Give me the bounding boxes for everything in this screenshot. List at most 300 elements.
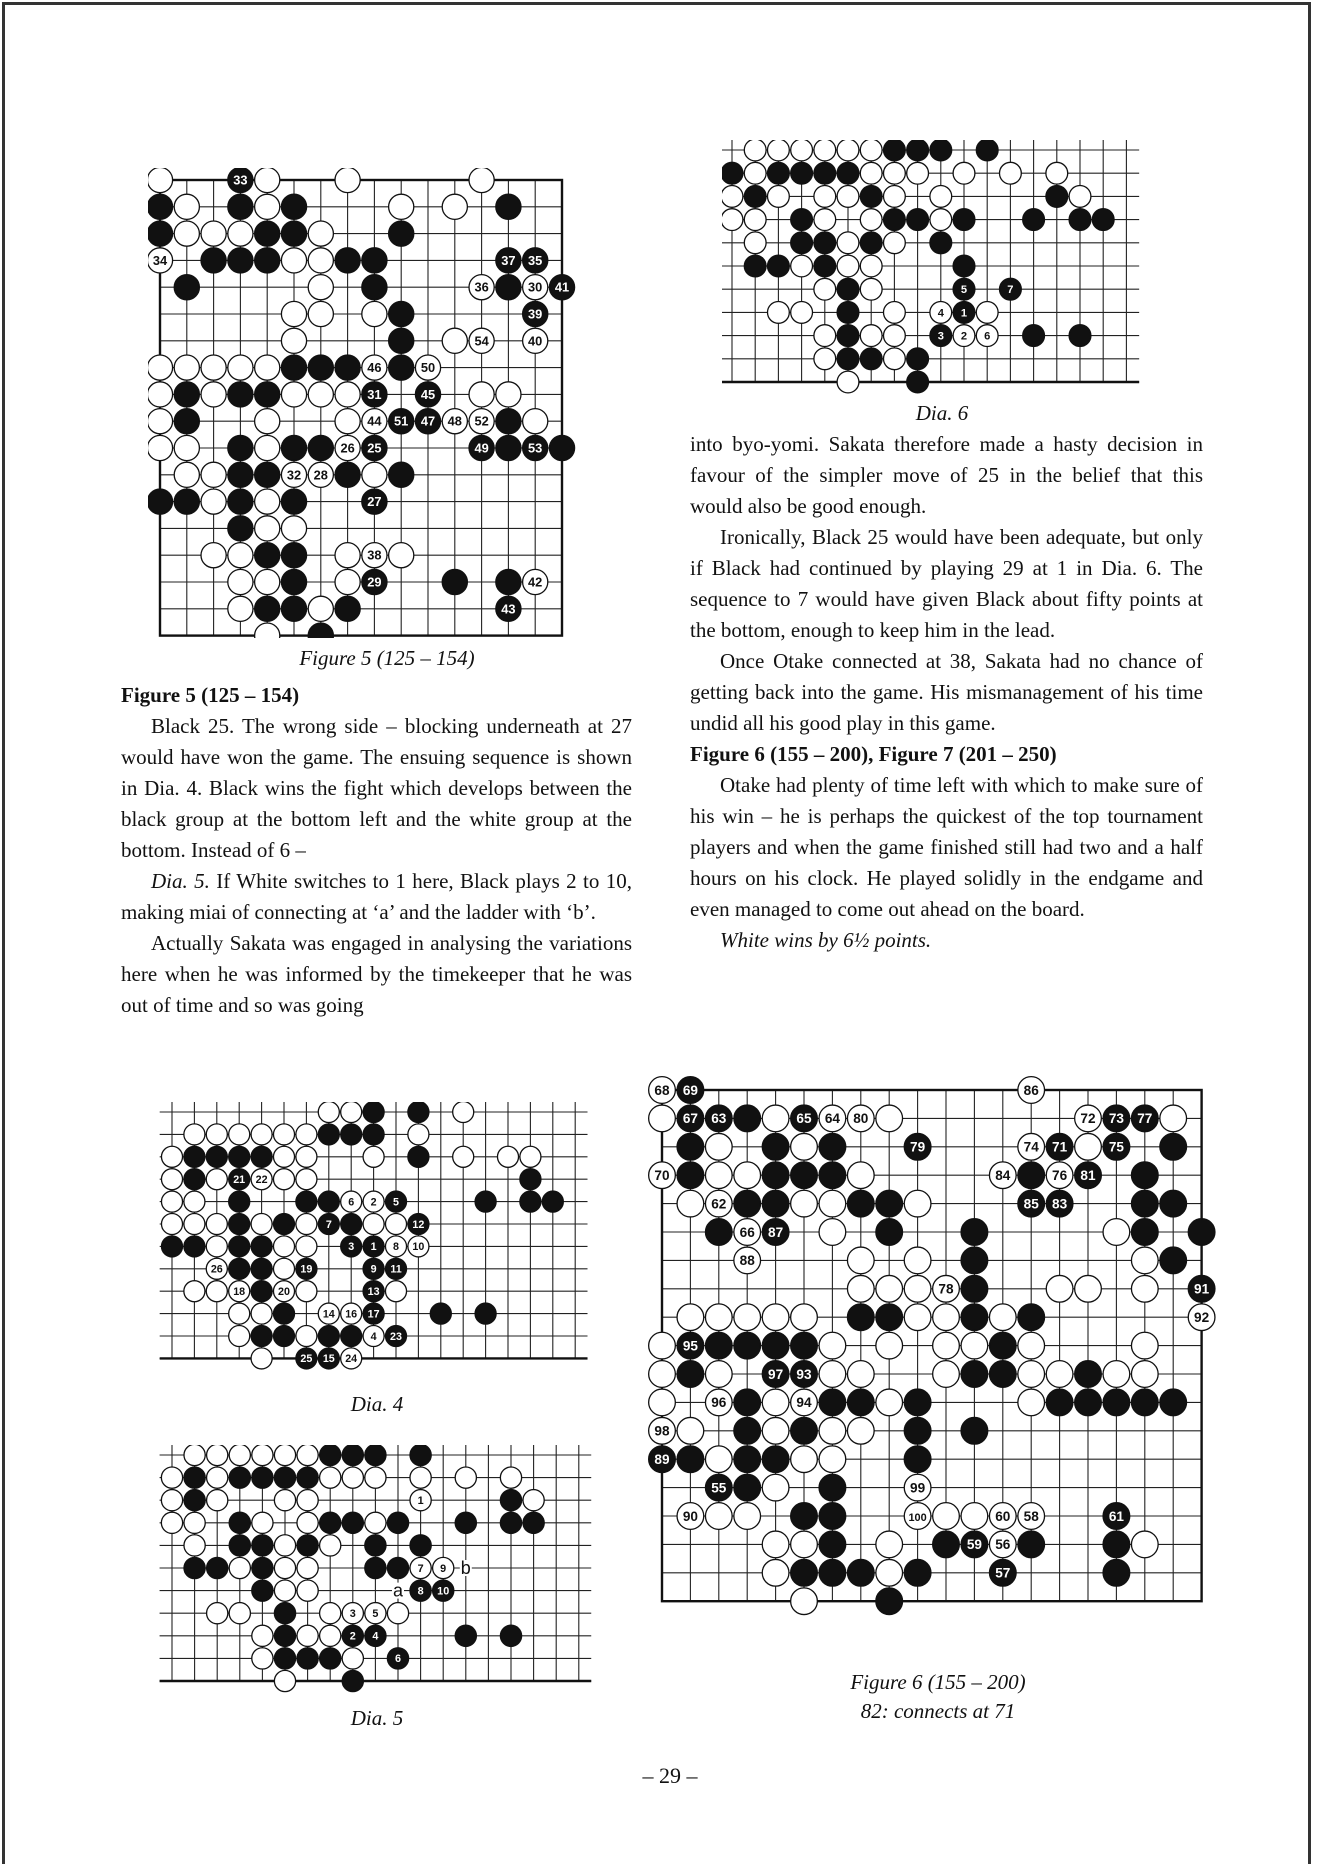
black-stone: [229, 1258, 250, 1279]
white-stone: [767, 140, 789, 161]
black-stone: [883, 209, 905, 231]
black-stone: [252, 1557, 273, 1578]
black-stone: [229, 1535, 250, 1556]
white-stone: [819, 1219, 846, 1246]
white-stone: [677, 1190, 704, 1217]
black-stone: [281, 489, 306, 514]
white-stone: [883, 232, 905, 254]
black-stone: [883, 140, 905, 161]
black-stone: [174, 275, 199, 300]
white-stone: [1131, 1531, 1158, 1558]
white-stone: [1018, 1332, 1045, 1359]
black-stone: [500, 1490, 521, 1511]
white-stone: [274, 1557, 295, 1578]
move-number: 1: [960, 307, 968, 320]
white-stone: [341, 1102, 362, 1123]
white-stone: [255, 569, 280, 594]
white-stone: [318, 1102, 339, 1123]
black-stone: [1160, 1389, 1187, 1416]
white-stone: [410, 1467, 431, 1488]
white-stone: [523, 409, 548, 434]
move-number: 36: [474, 279, 489, 295]
move-number: 1: [370, 1241, 377, 1254]
black-stone: [174, 409, 199, 434]
white-stone: [791, 1190, 818, 1217]
black-stone: [907, 209, 929, 231]
white-stone: [252, 1625, 273, 1646]
black-stone: [184, 1146, 205, 1167]
white-stone: [297, 1625, 318, 1646]
black-stone: [767, 255, 789, 277]
move-number: 84: [995, 1168, 1011, 1184]
black-stone: [904, 1559, 931, 1586]
move-number: 93: [796, 1366, 812, 1382]
white-stone: [883, 162, 905, 184]
move-number: 45: [420, 386, 436, 402]
black-stone: [542, 1191, 563, 1212]
black-stone: [475, 1303, 496, 1324]
white-stone: [228, 569, 253, 594]
right-paragraph-3: Once Otake connected at 38, Sakata had no chance of getting back into the game. His mismanagement of his time undid all his good play in this game.: [690, 649, 1203, 735]
move-number: 16: [345, 1308, 358, 1321]
white-stone: [255, 194, 280, 219]
black-stone: [876, 1304, 903, 1331]
move-number: 89: [654, 1452, 670, 1468]
black-stone: [229, 1236, 250, 1257]
white-stone: [814, 140, 836, 161]
black-stone: [410, 1535, 431, 1556]
black-stone: [705, 1332, 732, 1359]
black-stone: [318, 1325, 339, 1346]
white-stone: [705, 1162, 732, 1189]
black-stone: [734, 1389, 761, 1416]
black-stone: [281, 569, 306, 594]
move-number: 97: [768, 1366, 784, 1382]
move-number: 31: [367, 386, 382, 402]
move-number: 69: [682, 1082, 698, 1098]
white-stone: [961, 1503, 988, 1530]
black-stone: [734, 1332, 761, 1359]
move-number: 65: [796, 1111, 812, 1127]
move-number: 77: [1137, 1111, 1153, 1127]
dia-4-board: [158, 1102, 596, 1384]
white-stone: [229, 1325, 250, 1346]
move-number: 63: [711, 1111, 727, 1127]
black-stone: [335, 462, 360, 487]
white-stone: [362, 462, 387, 487]
white-stone: [1046, 162, 1068, 184]
black-stone: [252, 1580, 273, 1601]
black-stone: [953, 209, 975, 231]
black-stone: [255, 543, 280, 568]
black-stone: [251, 1236, 272, 1257]
white-stone: [251, 1303, 272, 1324]
white-stone: [860, 278, 882, 300]
white-stone: [255, 435, 280, 460]
white-stone: [1103, 1219, 1130, 1246]
move-number: 67: [682, 1111, 698, 1127]
move-number: 99: [910, 1480, 926, 1496]
white-stone: [201, 355, 226, 380]
black-stone: [342, 1670, 363, 1691]
figure-5-caption: Figure 5 (125 – 154): [299, 646, 475, 670]
black-stone: [455, 1512, 476, 1533]
figure-6-note: 82: connects at 71: [860, 1699, 1016, 1723]
move-number: 27: [367, 494, 382, 510]
black-stone: [677, 1361, 704, 1388]
white-stone: [335, 382, 360, 407]
white-stone: [161, 1467, 182, 1488]
white-stone: [229, 1303, 250, 1324]
black-stone: [148, 489, 173, 514]
move-number: 50: [420, 360, 436, 376]
black-stone: [677, 1446, 704, 1473]
dia-5-board: [158, 1445, 596, 1715]
white-stone: [1046, 1275, 1073, 1302]
black-stone: [819, 1474, 846, 1501]
white-stone: [252, 1445, 273, 1466]
black-stone: [207, 1557, 228, 1578]
white-stone: [161, 1146, 182, 1167]
move-number: 59: [966, 1537, 982, 1553]
black-stone: [930, 232, 952, 254]
white-stone: [229, 1124, 250, 1145]
white-stone: [649, 1332, 676, 1359]
black-stone: [814, 162, 836, 184]
white-stone: [296, 1281, 317, 1302]
white-stone: [677, 1304, 704, 1331]
black-stone: [961, 1304, 988, 1331]
black-stone: [274, 1625, 295, 1646]
white-stone: [722, 209, 743, 231]
white-stone: [229, 1557, 250, 1578]
black-stone: [837, 301, 859, 323]
move-number: 49: [474, 440, 489, 456]
white-stone: [767, 301, 789, 323]
move-number: 78: [938, 1281, 954, 1297]
white-stone: [876, 1105, 903, 1132]
black-stone: [677, 1162, 704, 1189]
white-stone: [255, 409, 280, 434]
white-stone: [335, 168, 360, 193]
white-stone: [961, 1332, 988, 1359]
white-stone: [184, 1512, 205, 1533]
white-stone: [228, 543, 253, 568]
white-stone: [207, 1490, 228, 1511]
white-stone: [308, 382, 333, 407]
white-stone: [251, 1124, 272, 1145]
black-stone: [342, 1445, 363, 1466]
white-stone: [206, 1169, 227, 1190]
white-stone: [762, 1417, 789, 1444]
move-number: 73: [1108, 1111, 1124, 1127]
white-stone: [469, 382, 494, 407]
black-stone: [734, 1446, 761, 1473]
black-stone: [228, 435, 253, 460]
black-stone: [762, 1162, 789, 1189]
white-stone: [308, 301, 333, 326]
black-stone: [819, 1503, 846, 1530]
black-stone: [876, 1190, 903, 1217]
white-stone: [255, 489, 280, 514]
white-stone: [1131, 1332, 1158, 1359]
black-stone: [320, 1512, 341, 1533]
white-stone: [274, 1445, 295, 1466]
white-stone: [161, 1490, 182, 1511]
white-stone: [184, 1281, 205, 1302]
black-stone: [791, 1559, 818, 1586]
white-stone: [933, 1332, 960, 1359]
black-stone: [1075, 1361, 1102, 1388]
white-stone: [705, 1361, 732, 1388]
black-stone: [976, 140, 998, 161]
black-stone: [148, 194, 173, 219]
white-stone: [933, 1361, 960, 1388]
move-number: 23: [390, 1330, 402, 1343]
white-stone: [819, 1417, 846, 1444]
black-stone: [1023, 325, 1045, 347]
black-stone: [408, 1146, 429, 1167]
black-stone: [335, 248, 360, 273]
black-stone: [791, 1162, 818, 1189]
white-stone: [148, 409, 173, 434]
white-stone: [308, 248, 333, 273]
move-number: 64: [824, 1111, 840, 1127]
black-stone: [744, 255, 766, 277]
black-stone: [1160, 1190, 1187, 1217]
white-stone: [320, 1535, 341, 1556]
move-number: 53: [528, 440, 543, 456]
white-stone: [274, 1670, 295, 1691]
white-stone: [791, 1446, 818, 1473]
black-stone: [1103, 1389, 1130, 1416]
move-number: 26: [340, 440, 355, 456]
black-stone: [876, 1219, 903, 1246]
white-stone: [281, 328, 306, 353]
white-stone: [273, 1236, 294, 1257]
black-stone: [819, 1162, 846, 1189]
figure-6-7-heading: Figure 6 (155 – 200), Figure 7 (201 – 250): [690, 742, 1057, 766]
black-stone: [365, 1535, 386, 1556]
move-number: 98: [654, 1423, 670, 1439]
black-stone: [251, 1281, 272, 1302]
black-stone: [1069, 209, 1091, 231]
page-number: – 29 –: [642, 1763, 698, 1788]
move-number: 20: [278, 1285, 290, 1298]
dia-5-reference: Dia. 5.: [151, 869, 210, 893]
black-stone: [722, 162, 743, 184]
black-stone: [847, 1304, 874, 1331]
white-stone: [734, 1162, 761, 1189]
move-number: 10: [412, 1241, 425, 1254]
black-stone: [523, 1512, 544, 1533]
black-stone: [273, 1303, 294, 1324]
black-stone: [705, 1219, 732, 1246]
black-stone: [229, 1213, 250, 1234]
white-stone: [819, 1446, 846, 1473]
black-stone: [273, 1325, 294, 1346]
white-stone: [791, 1588, 818, 1615]
white-stone: [201, 489, 226, 514]
white-stone: [274, 1580, 295, 1601]
white-stone: [722, 185, 743, 207]
move-number: 79: [910, 1139, 926, 1155]
white-stone: [229, 1603, 250, 1624]
white-stone: [255, 623, 280, 638]
black-stone: [847, 1190, 874, 1217]
white-stone: [184, 1191, 205, 1212]
white-stone: [837, 140, 859, 161]
black-stone: [1092, 209, 1114, 231]
black-stone: [161, 1236, 182, 1257]
white-stone: [320, 1625, 341, 1646]
black-stone: [318, 1124, 339, 1145]
white-stone: [847, 1275, 874, 1302]
white-stone: [207, 1467, 228, 1488]
black-stone: [1018, 1162, 1045, 1189]
black-stone: [363, 1102, 384, 1123]
move-number: 100: [908, 1511, 927, 1524]
white-stone: [847, 1247, 874, 1274]
white-stone: [207, 1445, 228, 1466]
black-stone: [520, 1169, 541, 1190]
move-number: 34: [152, 252, 168, 268]
white-stone: [365, 1467, 386, 1488]
black-stone: [389, 221, 414, 246]
black-stone: [228, 489, 253, 514]
move-number: 2: [960, 330, 968, 343]
white-stone: [174, 462, 199, 487]
white-stone: [734, 1503, 761, 1530]
black-stone: [251, 1258, 272, 1279]
black-stone: [677, 1133, 704, 1160]
black-stone: [255, 596, 280, 621]
white-stone: [744, 232, 766, 254]
black-stone: [933, 1531, 960, 1558]
white-stone: [930, 209, 952, 231]
black-stone: [341, 1124, 362, 1145]
black-stone: [252, 1535, 273, 1556]
move-number: 28: [313, 467, 328, 483]
black-stone: [184, 1169, 205, 1190]
white-stone: [883, 301, 905, 323]
white-stone: [201, 382, 226, 407]
white-stone: [953, 162, 975, 184]
white-stone: [469, 168, 494, 193]
dia-5-caption: Dia. 5: [350, 1706, 404, 1730]
move-number: 19: [300, 1263, 313, 1276]
black-stone: [1103, 1531, 1130, 1558]
black-stone: [1075, 1389, 1102, 1416]
white-stone: [930, 185, 952, 207]
white-stone: [1018, 1361, 1045, 1388]
move-number: 33: [233, 172, 248, 188]
white-stone: [442, 194, 467, 219]
move-number: 74: [1023, 1139, 1039, 1155]
black-stone: [184, 1236, 205, 1257]
white-stone: [767, 185, 789, 207]
black-stone: [363, 1124, 384, 1145]
white-stone: [148, 435, 173, 460]
black-stone: [387, 1512, 408, 1533]
white-stone: [860, 255, 882, 277]
black-stone: [904, 1417, 931, 1444]
black-stone: [930, 140, 952, 161]
white-stone: [1046, 1361, 1073, 1388]
white-stone: [999, 162, 1021, 184]
white-stone: [1160, 1105, 1187, 1132]
black-stone: [229, 1467, 250, 1488]
white-stone: [206, 1124, 227, 1145]
black-stone: [148, 221, 173, 246]
move-number: 92: [1194, 1310, 1210, 1326]
move-number: 8: [393, 1241, 399, 1254]
black-stone: [814, 255, 836, 277]
white-stone: [201, 462, 226, 487]
white-stone: [904, 1247, 931, 1274]
black-stone: [442, 569, 467, 594]
black-stone: [791, 1503, 818, 1530]
black-stone: [229, 1512, 250, 1533]
dia-6-caption: Dia. 6: [915, 401, 969, 425]
white-stone: [814, 278, 836, 300]
white-stone: [837, 255, 859, 277]
black-stone: [297, 1467, 318, 1488]
white-stone: [649, 1389, 676, 1416]
black-stone: [767, 162, 789, 184]
white-stone: [308, 221, 333, 246]
black-stone: [410, 1445, 431, 1466]
move-number: 46: [367, 360, 382, 376]
move-number: 37: [501, 252, 516, 268]
black-stone: [989, 1332, 1016, 1359]
black-stone: [961, 1361, 988, 1388]
white-stone: [904, 1304, 931, 1331]
white-stone: [273, 1258, 294, 1279]
move-number: 25: [367, 440, 382, 456]
black-stone: [734, 1105, 761, 1132]
move-number: 24: [345, 1353, 358, 1366]
move-number: 25: [300, 1353, 313, 1366]
white-stone: [251, 1348, 272, 1369]
black-stone: [389, 462, 414, 487]
black-stone: [500, 1512, 521, 1533]
move-number: 96: [711, 1395, 727, 1411]
white-stone: [847, 1417, 874, 1444]
white-stone: [174, 221, 199, 246]
black-stone: [228, 462, 253, 487]
black-stone: [1018, 1304, 1045, 1331]
move-number: 52: [474, 413, 489, 429]
move-number: 88: [739, 1253, 755, 1269]
move-number: 7: [417, 1562, 424, 1575]
white-stone: [762, 1389, 789, 1416]
black-stone: [496, 194, 521, 219]
white-stone: [791, 1133, 818, 1160]
board-letter-marker: b: [460, 1558, 471, 1578]
figure-5-heading: Figure 5 (125 – 154): [121, 683, 300, 707]
white-stone: [762, 1105, 789, 1132]
black-stone: [281, 435, 306, 460]
move-number: 86: [1023, 1082, 1039, 1098]
white-stone: [762, 1474, 789, 1501]
black-stone: [734, 1417, 761, 1444]
white-stone: [837, 232, 859, 254]
black-stone: [281, 194, 306, 219]
white-stone: [837, 185, 859, 207]
black-stone: [228, 194, 253, 219]
white-stone: [523, 1490, 544, 1511]
